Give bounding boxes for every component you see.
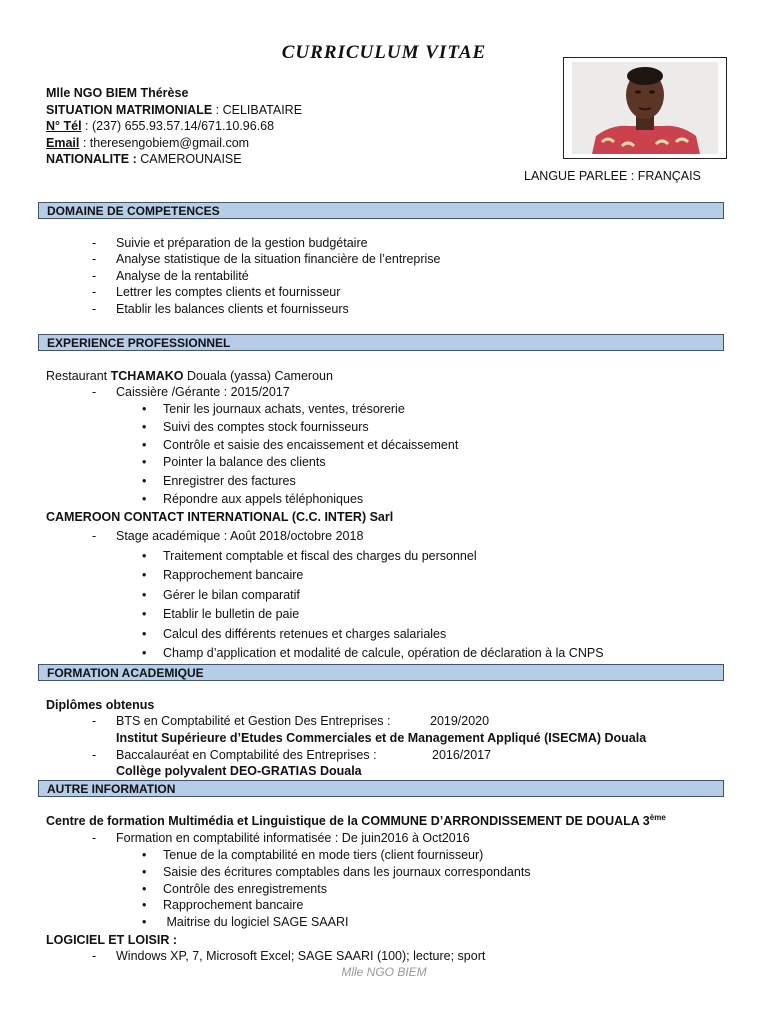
nationality-value: CAMEROUNAISE: [136, 152, 242, 166]
job1-task: Suivi des comptes stock fournisseurs: [163, 420, 369, 434]
job2-task: Traitement comptable et fiscal des charges du personnel: [163, 549, 477, 563]
job2-task: Etablir le bulletin de paie: [163, 607, 300, 621]
section-bar-autre: [38, 780, 724, 797]
competence-item: Lettrer les comptes clients et fournisseur: [116, 285, 341, 299]
job1-location: Douala (yassa) Cameroun: [183, 369, 333, 383]
training-item: Saisie des écritures comptables dans les journaux correspondants: [163, 865, 531, 879]
list-dash: -: [92, 529, 97, 543]
section-title-competences: DOMAINE DE COMPETENCES: [47, 204, 220, 218]
competence-item: Etablir les balances clients et fournisseurs: [116, 302, 349, 316]
candidate-name: Mlle NGO BIEM Thérèse: [46, 86, 189, 100]
training-item: Tenue de la comptabilité en mode tiers (client fournisseur): [163, 848, 484, 862]
competence-item: Analyse statistique de la situation financière de l’entreprise: [116, 252, 441, 266]
list-dash: -: [92, 302, 97, 316]
list-dash: -: [92, 236, 97, 250]
email-value: : theresengobiem@gmail.com: [79, 136, 250, 150]
profile-photo-frame: [563, 57, 727, 159]
job1-role: Caissière /Gérante : 2015/2017: [116, 385, 290, 399]
bullet: •: [142, 455, 147, 469]
training-course: Formation en comptabilité informatisée : De juin2016 à Oct2016: [116, 831, 470, 845]
training-item: Contrôle des enregistrements: [163, 882, 327, 896]
job2-role: Stage académique : Août 2018/octobre 2018: [116, 529, 364, 543]
bullet: •: [142, 549, 147, 563]
competence-item: Analyse de la rentabilité: [116, 269, 249, 283]
section-bar-competences: [38, 202, 724, 219]
bullet: •: [142, 915, 147, 929]
email-label: Email: [46, 136, 80, 150]
phone: [46, 119, 274, 133]
list-dash: -: [92, 949, 97, 963]
section-title-formation: FORMATION ACADEMIQUE: [47, 666, 204, 680]
marital-status: [46, 103, 302, 117]
marital-status-value: : CELIBATAIRE: [212, 103, 303, 117]
list-dash: -: [92, 385, 97, 399]
list-dash: -: [92, 252, 97, 266]
job2-task: Champ d’application et modalité de calcule, opération de déclaration à la CNPS: [163, 646, 604, 660]
page-footer: Mlle NGO BIEM: [341, 965, 427, 979]
language-spoken: LANGUE PARLEE : FRANÇAIS: [524, 169, 701, 183]
bullet: •: [142, 882, 147, 896]
phone-label: N° Tél: [46, 119, 82, 133]
job1-name: TCHAMAKO: [110, 369, 184, 383]
nationality: [46, 152, 242, 166]
bullet: •: [142, 607, 147, 621]
competence-item: Suivie et préparation de la gestion budgétaire: [116, 236, 368, 250]
bullet: •: [142, 865, 147, 879]
phone-value: : (237) 655.93.57.14/671.10.96.68: [81, 119, 275, 133]
degree-1: BTS en Comptabilité et Gestion Des Entreprises :: [116, 714, 391, 728]
job1-task: Enregistrer des factures: [163, 474, 296, 488]
job1-employer: [46, 368, 333, 384]
job1-task: Contrôle et saisie des encaissement et décaissement: [163, 438, 459, 452]
bullet: •: [142, 474, 147, 488]
bullet: •: [142, 588, 147, 602]
bullet: •: [142, 898, 147, 912]
bullet: •: [142, 492, 147, 506]
portrait-illustration: [572, 62, 718, 154]
document-title: CURRICULUM VITAE: [281, 42, 487, 63]
bullet: •: [142, 646, 147, 660]
job2-employer: CAMEROON CONTACT INTERNATIONAL (C.C. INTER) Sarl: [46, 510, 394, 524]
job2-task: Calcul des différents retenues et charges salariales: [163, 627, 447, 641]
degree-2-year: 2016/2017: [432, 748, 492, 762]
list-dash: -: [92, 714, 97, 728]
training-item: Maitrise du logiciel SAGE SAARI: [163, 915, 349, 929]
degree-2: Baccalauréat en Comptabilité des Entreprises :: [116, 748, 377, 762]
bullet: •: [142, 420, 147, 434]
bullet: •: [142, 402, 147, 416]
job1-prefix: Restaurant: [46, 369, 111, 383]
job2-task: Gérer le bilan comparatif: [163, 588, 300, 602]
software-hobbies: Windows XP, 7, Microsoft Excel; SAGE SAARI (100); lecture; sport: [116, 949, 486, 963]
training-centre-name: Centre de formation Multimédia et Linguistique de la COMMUNE D’ARRONDISSEMENT DE DOUALA 3: [46, 814, 650, 828]
section-bar-experience: [38, 334, 724, 351]
training-centre: [46, 813, 666, 829]
bullet: •: [142, 848, 147, 862]
degree-1-school: Institut Supérieure d’Etudes Commerciales et de Management Appliqué (ISECMA) Douala: [116, 731, 647, 745]
software-heading: LOGICIEL ET LOISIR :: [46, 933, 178, 947]
job1-task: Tenir les journaux achats, ventes, trésorerie: [163, 402, 405, 416]
list-dash: -: [92, 269, 97, 283]
nationality-label: NATIONALITE :: [46, 152, 137, 166]
job2-task: Rapprochement bancaire: [163, 568, 304, 582]
degree-2-school: Collège polyvalent DEO-GRATIAS Douala: [116, 764, 362, 778]
section-bar-formation: [38, 664, 724, 681]
marital-status-label: SITUATION MATRIMONIALE: [46, 103, 213, 117]
profile-photo: [572, 62, 718, 154]
bullet: •: [142, 627, 147, 641]
section-title-experience: EXPERIENCE PROFESSIONNEL: [47, 336, 231, 350]
list-dash: -: [92, 831, 97, 845]
email: [46, 136, 249, 150]
section-title-autre: AUTRE INFORMATION: [47, 782, 176, 796]
training-item: Rapprochement bancaire: [163, 898, 304, 912]
list-dash: -: [92, 748, 97, 762]
bullet: •: [142, 438, 147, 452]
bullet: •: [142, 568, 147, 582]
diplomas-heading: Diplômes obtenus: [46, 698, 155, 712]
training-centre-sup: ème: [649, 812, 666, 822]
job1-task: Pointer la balance des clients: [163, 455, 326, 469]
degree-1-year: 2019/2020: [430, 714, 490, 728]
job1-task: Répondre aux appels téléphoniques: [163, 492, 364, 506]
list-dash: -: [92, 285, 97, 299]
